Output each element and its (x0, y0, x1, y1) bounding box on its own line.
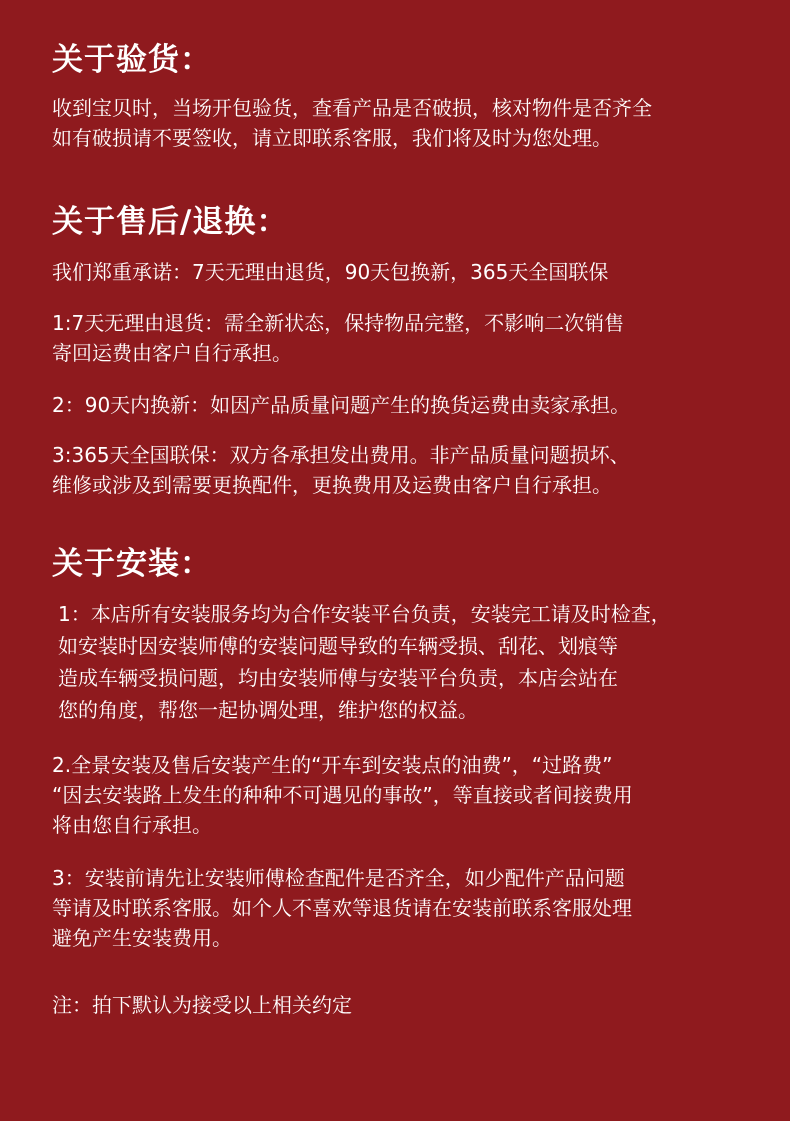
installation-note: 注：拍下默认为接受以上相关约定 (52, 993, 352, 1017)
inspection-line-2: 如有破损请不要签收，请立即联系客服，我们将及时为您处理。 (52, 126, 612, 150)
installation-item-2-line-2: “因去安装路上发生的种种不可遇见的事故”，等直接或者间接费用 (52, 783, 633, 807)
installation-heading: 关于安装： (52, 546, 212, 582)
installation-item-1-line-1: 1：本店所有安装服务均为合作安装平台负责，安装完工请及时检查， (58, 602, 671, 626)
after-sales-promise: 我们郑重承诺：7天无理由退货，90天包换新，365天全国联保 (52, 260, 609, 284)
after-sales-item-1-line-2: 寄回运费由客户自行承担。 (52, 341, 292, 365)
installation-item-3-line-1: 3：安装前请先让安装师傅检查配件是否齐全，如少配件产品问题 (52, 866, 625, 890)
inspection-line-1: 收到宝贝时，当场开包验货，查看产品是否破损，核对物件是否齐全 (52, 96, 652, 120)
after-sales-item-3-line-2: 维修或涉及到需要更换配件，更换费用及运费由客户自行承担。 (52, 473, 612, 497)
installation-item-1-line-3: 造成车辆受损问题，均由安装师傅与安装平台负责，本店会站在 (58, 666, 618, 690)
after-sales-item-1-line-1: 1:7天无理由退货：需全新状态，保持物品完整，不影响二次销售 (52, 311, 625, 335)
installation-item-1-line-2: 如安装时因安装师傅的安装问题导致的车辆受损、刮花、划痕等 (58, 634, 618, 658)
after-sales-item-2: 2：90天内换新：如因产品质量问题产生的换货运费由卖家承担。 (52, 393, 631, 417)
installation-item-1-line-4: 您的角度，帮您一起协调处理，维护您的权益。 (58, 698, 478, 722)
installation-item-2-line-1: 2.全景安装及售后安装产生的“开车到安装点的油费”，“过路费” (52, 753, 613, 777)
inspection-heading: 关于验货： (52, 42, 212, 78)
after-sales-heading: 关于售后/退换： (52, 204, 289, 240)
installation-item-3-line-3: 避免产生安装费用。 (52, 926, 232, 950)
installation-item-2-line-3: 将由您自行承担。 (52, 813, 212, 837)
after-sales-item-3-line-1: 3:365天全国联保：双方各承担发出费用。非产品质量问题损坏、 (52, 443, 630, 467)
installation-item-3-line-2: 等请及时联系客服。如个人不喜欢等退货请在安装前联系客服处理 (52, 896, 632, 920)
